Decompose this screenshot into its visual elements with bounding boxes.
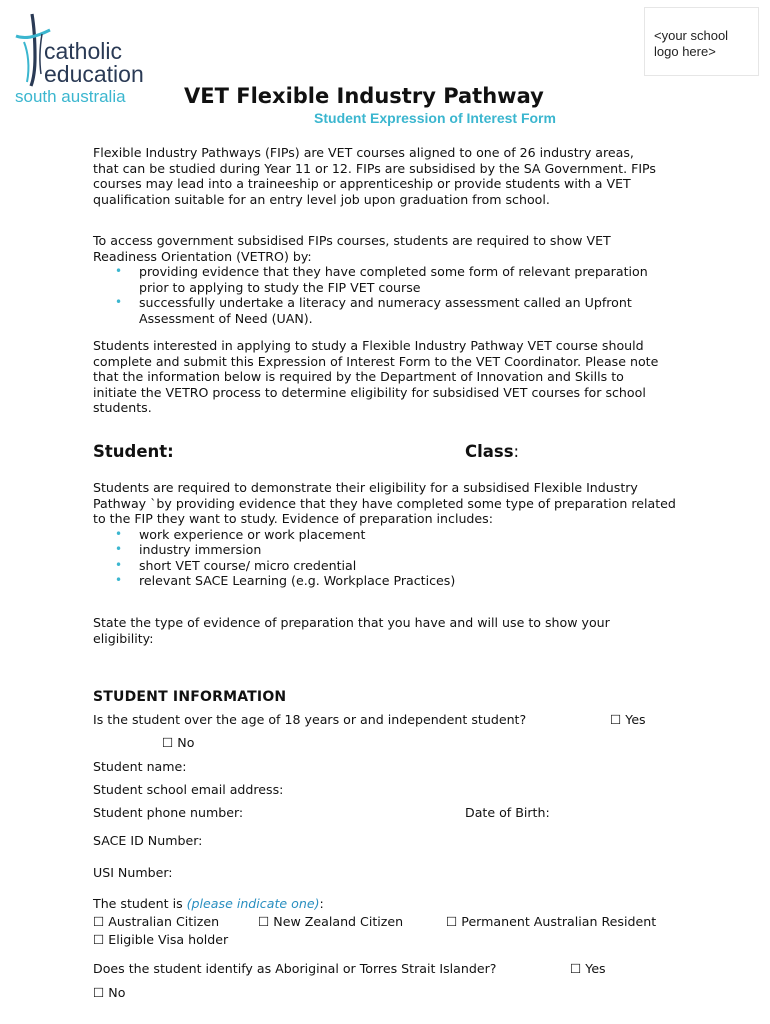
class-label: Class: <box>465 442 520 461</box>
catholic-education-logo <box>14 12 190 108</box>
logo-text-catholic: catholic <box>44 38 122 64</box>
age-question: Is the student over the age of 18 years or and independent student? <box>93 712 527 727</box>
age-yes-checkbox[interactable]: ☐ Yes <box>610 712 646 727</box>
list-item: • successfully undertake a literacy and numeracy assessment called an Upfront Assessment of Need (UAN). <box>115 295 632 326</box>
list-item: • industry immersion <box>115 542 262 557</box>
student-phone-field[interactable]: Student phone number: <box>93 805 244 820</box>
student-label: Student: <box>93 442 174 461</box>
bullet-icon: • <box>115 264 123 278</box>
intro-paragraph-2-block <box>93 233 663 326</box>
age-no-checkbox[interactable]: ☐ No <box>162 735 195 750</box>
australian-citizen-checkbox[interactable]: ☐ Australian Citizen <box>93 914 220 929</box>
bullet-icon: • <box>115 557 123 572</box>
atsi-question: Does the student identify as Aboriginal or Torres Strait Islander? <box>93 961 497 976</box>
residency-question: The student is (please indicate one): <box>93 896 324 911</box>
page-title: VET Flexible Industry Pathway <box>184 84 544 108</box>
eligible-visa-holder-checkbox[interactable]: ☐ Eligible Visa holder <box>93 932 229 947</box>
student-name-field[interactable]: Student name: <box>93 759 187 774</box>
student-information-heading: STUDENT INFORMATION <box>93 689 287 705</box>
list-item: • relevant SACE Learning (e.g. Workplace Practices) <box>115 573 456 588</box>
bullet-icon: • <box>115 295 123 309</box>
evidence-block <box>93 480 678 589</box>
date-of-birth-field[interactable]: Date of Birth: <box>465 805 550 820</box>
school-logo-placeholder: <your school logo here> <box>644 7 759 76</box>
permanent-resident-checkbox[interactable]: ☐ Permanent Australian Resident <box>446 914 657 929</box>
intro-paragraph-2: To access government subsidised FIPs courses, students are required to show VET Readiness Orientation (VETRO) by: <box>93 233 611 264</box>
bullet-icon: • <box>115 526 123 541</box>
evidence-list <box>93 527 678 589</box>
evidence-paragraph: Students are required to demonstrate their eligibility for a subsidised Flexible Industry Pathway `by providing evidence that they have completed some type of preparation related to the FIP they want to study. Evidence of preparation includes: <box>93 480 676 526</box>
list-item: • work experience or work placement <box>115 526 366 542</box>
intro-paragraph-1: Flexible Industry Pathways (FIPs) are VET courses aligned to one of 26 industry areas, that can be studied during Year 11 or 12. FIPs are subsidised by the SA Government. FIPs courses may lead into a traineeship or apprenticeship or provide students with a VET qualification suitable for an entry level job upon graduation from school. <box>93 145 656 207</box>
vetro-requirements-list <box>93 264 663 326</box>
evidence-prompt: State the type of evidence of preparation that you have and will use to show your eligibility: <box>93 615 610 646</box>
logo-text-education: education <box>44 61 144 87</box>
page-subtitle: Student Expression of Interest Form <box>314 110 556 126</box>
student-email-field[interactable]: Student school email address: <box>93 782 284 797</box>
atsi-no-checkbox[interactable]: ☐ No <box>93 985 126 1000</box>
usi-number-field[interactable]: USI Number: <box>93 865 173 880</box>
bullet-icon: • <box>115 573 123 587</box>
sace-id-field[interactable]: SACE ID Number: <box>93 833 203 848</box>
new-zealand-citizen-checkbox[interactable]: ☐ New Zealand Citizen <box>258 914 404 929</box>
list-item: • providing evidence that they have completed some form of relevant preparation prior to applying to study the FIP VET course <box>115 264 648 295</box>
list-item: • short VET course/ micro credential <box>115 557 357 573</box>
logo-text-south-australia: south australia <box>15 87 126 106</box>
intro-paragraph-3: Students interested in applying to study a Flexible Industry Pathway VET course should complete and submit this Expression of Interest Form to the VET Coordinator. Please note that the information below is required by the Department of Innovation and Skills to initiate the VETRO process to determine eligibility for subsidised VET courses for school students. <box>93 338 659 415</box>
atsi-yes-checkbox[interactable]: ☐ Yes <box>570 961 606 976</box>
bullet-icon: • <box>115 542 123 556</box>
